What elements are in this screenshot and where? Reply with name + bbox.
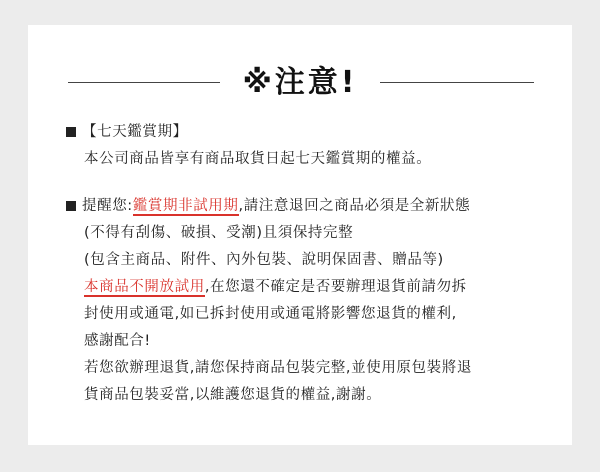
notice-card bbox=[28, 25, 572, 445]
square-bullet-icon bbox=[66, 201, 76, 211]
reminder-prefix: 提醒您: bbox=[82, 198, 133, 214]
reminder-line1-rest: ,請注意退回之商品必須是全新狀態 bbox=[238, 198, 471, 214]
reminder-line6: 感謝配合! bbox=[84, 333, 151, 349]
notice-title: ※注意! bbox=[242, 65, 358, 100]
title-divider-left bbox=[68, 82, 220, 83]
highlight-not-trial-period: 鑑賞期非試用期 bbox=[132, 198, 239, 214]
section1-heading: 【七天鑑賞期】 bbox=[82, 124, 188, 140]
reminder-line7: 若您欲辦理退貨,請您保持商品包裝完整,並使用原包裝將退 bbox=[84, 360, 472, 376]
reminder-section bbox=[66, 193, 472, 409]
reminder-line3: (包含主商品、附件、內外包裝、說明保固書、贈品等) bbox=[84, 252, 444, 268]
reminder-line8: 貨商品包裝妥當,以維護您退貨的權益,謝謝。 bbox=[84, 387, 382, 403]
reminder-line4-rest: ,在您還不確定是否要辦理退貨前請勿拆 bbox=[204, 279, 467, 295]
reminder-line5: 封使用或通電,如已拆封使用或通電將影響您退貨的權利, bbox=[84, 306, 457, 322]
notice-title-row bbox=[28, 63, 572, 103]
section1-body: 本公司商品皆享有商品取貨日起七天鑑賞期的權益。 bbox=[84, 151, 432, 167]
reminder-line2: (不得有刮傷、破損、受潮)且須保持完整 bbox=[84, 225, 354, 241]
appreciation-period-section bbox=[66, 119, 431, 173]
square-bullet-icon bbox=[66, 127, 76, 137]
title-divider-right bbox=[380, 82, 534, 83]
highlight-no-trial: 本商品不開放試用 bbox=[84, 279, 205, 295]
